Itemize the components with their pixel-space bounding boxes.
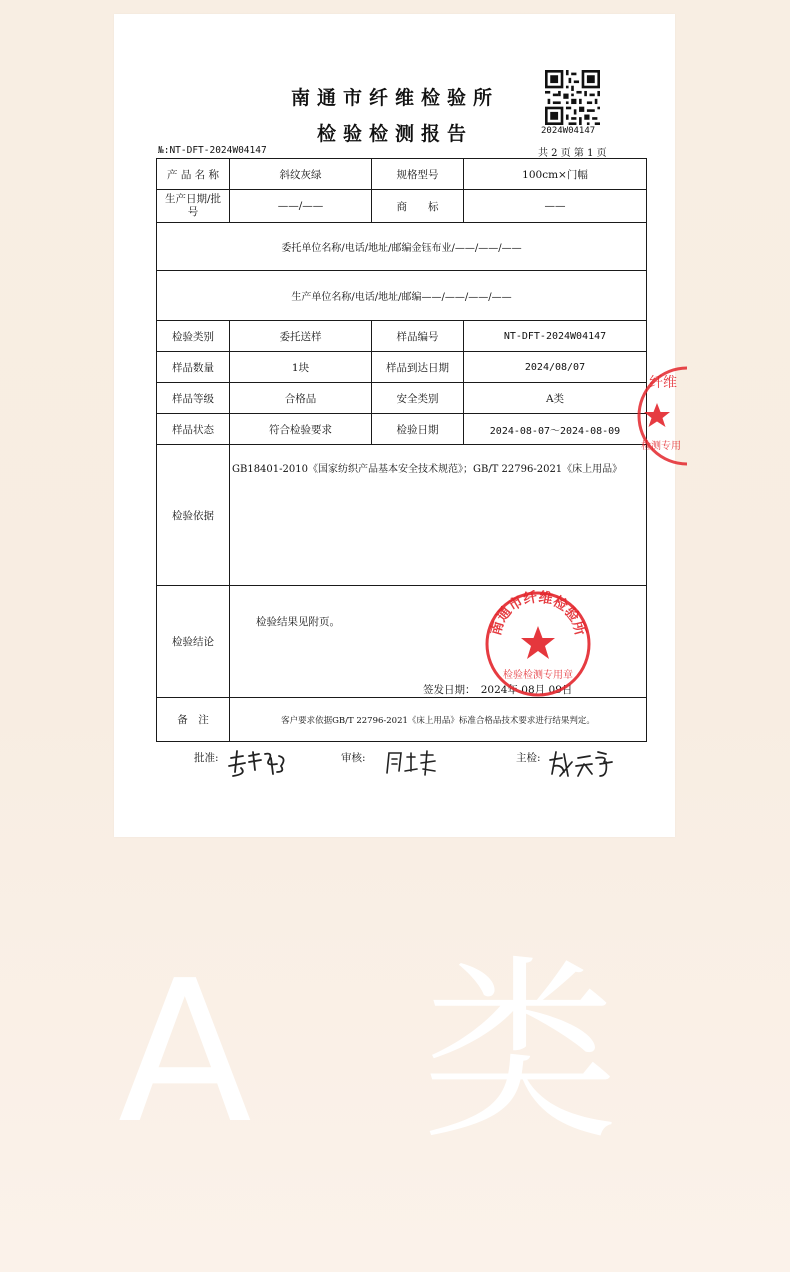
arrival-value: 2024/08/07 — [464, 352, 647, 383]
product-name-label: 产 品 名 称 — [157, 159, 230, 190]
approve-label: 批准: — [194, 752, 219, 764]
table-row — [157, 190, 647, 223]
grade-value: 合格品 — [230, 383, 372, 414]
table-row — [157, 271, 647, 321]
brand-value: —— — [464, 190, 647, 223]
table-row — [157, 414, 647, 445]
approve-signature — [225, 748, 291, 778]
chief-signature — [546, 746, 618, 780]
institute-title: 南通市纤维检验所 — [290, 87, 499, 109]
grade-overlay-label: A 类 — [117, 939, 673, 1167]
svg-text:南通市纤维检验所: 南通市纤维检验所 — [487, 590, 589, 638]
qr-caption: 2024W04147 — [541, 126, 596, 136]
side-seal — [637, 365, 687, 467]
svg-text:纤维: 纤维 — [649, 375, 677, 391]
conclusion-text: 检验结果见附页。 — [256, 616, 340, 628]
test-date-value: 2024-08-07～2024-08-09 — [464, 414, 647, 445]
manufacturer-row — [157, 271, 647, 321]
remark-value: 客户要求依据GB/T 22796-2021《床上用品》标准合格品技术要求进行结果判定。 — [230, 698, 647, 742]
sample-qty-label: 样品数量 — [157, 352, 230, 383]
table-row — [157, 383, 647, 414]
manufacturer-label: 生产单位名称/电话/地址/邮编 — [291, 292, 422, 303]
qr-code-icon — [545, 70, 600, 125]
official-seal — [484, 590, 592, 698]
page-info: 共 2 页 第 1 页 — [538, 148, 607, 159]
basis-label: 检验依据 — [157, 445, 230, 586]
client-row — [157, 223, 647, 271]
product-name-value: 斜纹灰绿 — [230, 159, 372, 190]
table-row — [157, 223, 647, 271]
manufacturer-value: ——/——/——/—— — [421, 292, 512, 303]
sample-no-label: 样品编号 — [372, 321, 464, 352]
status-value: 符合检验要求 — [230, 414, 372, 445]
remark-label: 备 注 — [157, 698, 230, 742]
svg-text:检测专用: 检测专用 — [641, 441, 681, 452]
test-type-value: 委托送样 — [230, 321, 372, 352]
review-signature — [383, 749, 439, 777]
status-label: 样品状态 — [157, 414, 230, 445]
report-title: 检验检测报告 — [316, 123, 473, 145]
test-type-label: 检验类别 — [157, 321, 230, 352]
basis-text: GB18401-2010《国家纺织产品基本安全技术规范》；GB/T 22796-2021《床上用品》 — [232, 464, 623, 475]
table-row — [157, 698, 647, 742]
review-label: 审核: — [341, 752, 366, 764]
safety-label: 安全类别 — [372, 383, 464, 414]
sample-qty-value: 1块 — [230, 352, 372, 383]
table-row — [157, 321, 647, 352]
prod-date-value: ——/—— — [230, 190, 372, 223]
safety-value: A类 — [464, 383, 647, 414]
prod-date-label: 生产日期/批号 — [157, 190, 230, 223]
report-number: №:NT-DFT-2024W04147 — [158, 145, 267, 156]
spec-label: 规格型号 — [372, 159, 464, 190]
table-row — [157, 352, 647, 383]
conclusion-label: 检验结论 — [157, 586, 230, 698]
table-row — [157, 159, 647, 190]
chief-label: 主检: — [516, 752, 541, 764]
brand-label: 商 标 — [372, 190, 464, 223]
grade-label: 样品等级 — [157, 383, 230, 414]
arrival-label: 样品到达日期 — [372, 352, 464, 383]
client-value: 金钰布业/——/——/—— — [411, 243, 522, 254]
sign-date: 签发日期： 2024年 08月 09日 — [423, 684, 573, 696]
spec-value: 100cm×门幅 — [464, 159, 647, 190]
test-date-label: 检验日期 — [372, 414, 464, 445]
client-label: 委托单位名称/电话/地址/邮编 — [281, 243, 412, 254]
svg-text:检验检测专用章: 检验检测专用章 — [503, 670, 573, 681]
sample-no-value: NT-DFT-2024W04147 — [464, 321, 647, 352]
